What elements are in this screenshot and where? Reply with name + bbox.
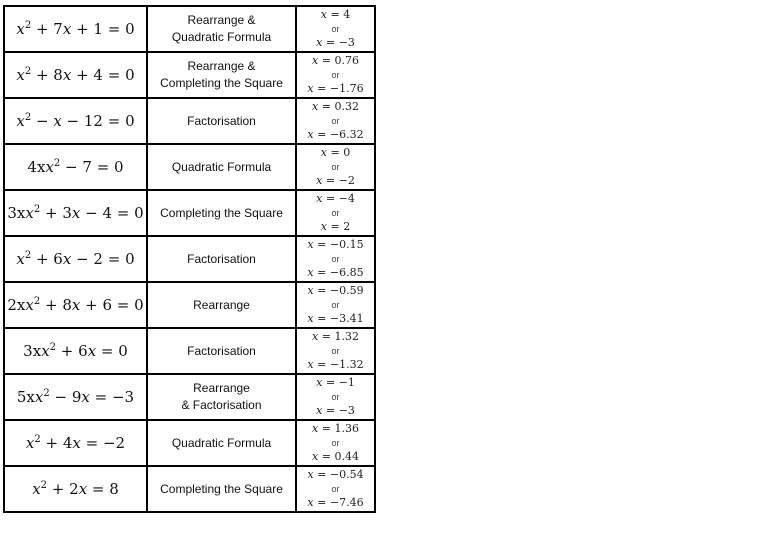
method-label: Completing the Square xyxy=(160,481,283,496)
equation-cell xyxy=(4,236,147,282)
table-row xyxy=(4,52,375,98)
method-cell xyxy=(147,236,296,282)
equation: $x^2 - x - 12 = 0$ xyxy=(16,111,135,130)
equation: $x^2 + 2x = 8$ xyxy=(32,479,119,498)
equation-cell xyxy=(4,144,147,190)
method-cell xyxy=(147,328,296,374)
method-label: Factorisation xyxy=(187,343,256,358)
table-row xyxy=(4,6,375,52)
solution-cell xyxy=(296,420,375,466)
method-label: Rearrange xyxy=(193,297,250,312)
matching-cards-table xyxy=(3,5,376,513)
method-cell xyxy=(147,420,296,466)
method-cell xyxy=(147,52,296,98)
solution-cell xyxy=(296,52,375,98)
equation: $3xx^2 + 6x = 0$ xyxy=(23,341,128,360)
method-cell xyxy=(147,374,296,420)
solution-text: x = −1 or x = −3 xyxy=(316,376,355,418)
equation: $x^2 + 8x + 4 = 0$ xyxy=(16,65,135,84)
table-row xyxy=(4,282,375,328)
table-row xyxy=(4,466,375,512)
table-row xyxy=(4,420,375,466)
table-row xyxy=(4,144,375,190)
method-cell xyxy=(147,190,296,236)
method-label: Rearrange & Factorisation xyxy=(181,381,262,412)
solution-cell xyxy=(296,190,375,236)
equation-cell xyxy=(4,374,147,420)
equation: $3xx^2 + 3x - 4 = 0$ xyxy=(7,203,144,222)
solution-text: x = 0 or x = −2 xyxy=(316,146,355,188)
method-label: Factorisation xyxy=(187,251,256,266)
equation-cell xyxy=(4,282,147,328)
method-cell xyxy=(147,144,296,190)
method-label: Factorisation xyxy=(187,113,256,128)
solution-text: x = −0.59 or x = −3.41 xyxy=(307,284,364,326)
equation-cell xyxy=(4,6,147,52)
equation-cell xyxy=(4,52,147,98)
solution-text: x = 0.32 or x = −6.32 xyxy=(307,100,364,142)
solution-text: x = −4 or x = 2 xyxy=(316,192,355,234)
solution-cell xyxy=(296,466,375,512)
method-cell xyxy=(147,98,296,144)
equation: $x^2 + 6x - 2 = 0$ xyxy=(16,249,135,268)
solution-cell xyxy=(296,282,375,328)
table-row xyxy=(4,98,375,144)
method-label: Quadratic Formula xyxy=(171,159,272,174)
solution-text: x = 4 or x = −3 xyxy=(316,8,355,50)
solution-text: x = 0.76 or x = −1.76 xyxy=(307,54,364,96)
equation-cell xyxy=(4,328,147,374)
solution-text: x = 1.36 or x = 0.44 xyxy=(312,422,359,464)
solution-cell xyxy=(296,6,375,52)
solution-text: x = 1.32 or x = −1.32 xyxy=(307,330,364,372)
method-cell xyxy=(147,466,296,512)
equation: $2xx^2 + 8x + 6 = 0$ xyxy=(7,295,144,314)
equation: $x^2 + 7x + 1 = 0$ xyxy=(16,19,135,38)
equation: $5xx^2 - 9x = -3$ xyxy=(16,387,135,406)
solution-text: x = −0.54 or x = −7.46 xyxy=(307,468,364,510)
solution-cell xyxy=(296,374,375,420)
method-cell xyxy=(147,6,296,52)
solution-cell xyxy=(296,328,375,374)
table-row xyxy=(4,328,375,374)
method-label: Quadratic Formula xyxy=(171,435,272,450)
solution-cell xyxy=(296,236,375,282)
equation: $x^2 + 4x = -2$ xyxy=(25,433,126,452)
equation-cell xyxy=(4,190,147,236)
method-label: Rearrange & Quadratic Formula xyxy=(171,13,272,44)
table-body xyxy=(4,6,375,512)
method-label: Completing the Square xyxy=(160,205,283,220)
solution-cell xyxy=(296,98,375,144)
table-row xyxy=(4,190,375,236)
table-row xyxy=(4,236,375,282)
solution-text: x = −0.15 or x = −6.85 xyxy=(307,238,364,280)
solution-cell xyxy=(296,144,375,190)
equation-cell xyxy=(4,98,147,144)
method-cell xyxy=(147,282,296,328)
method-label: Rearrange & Completing the Square xyxy=(160,59,283,90)
equation-cell xyxy=(4,466,147,512)
equation: $4xx^2 - 7 = 0$ xyxy=(27,157,124,176)
equation-cell xyxy=(4,420,147,466)
table-row xyxy=(4,374,375,420)
